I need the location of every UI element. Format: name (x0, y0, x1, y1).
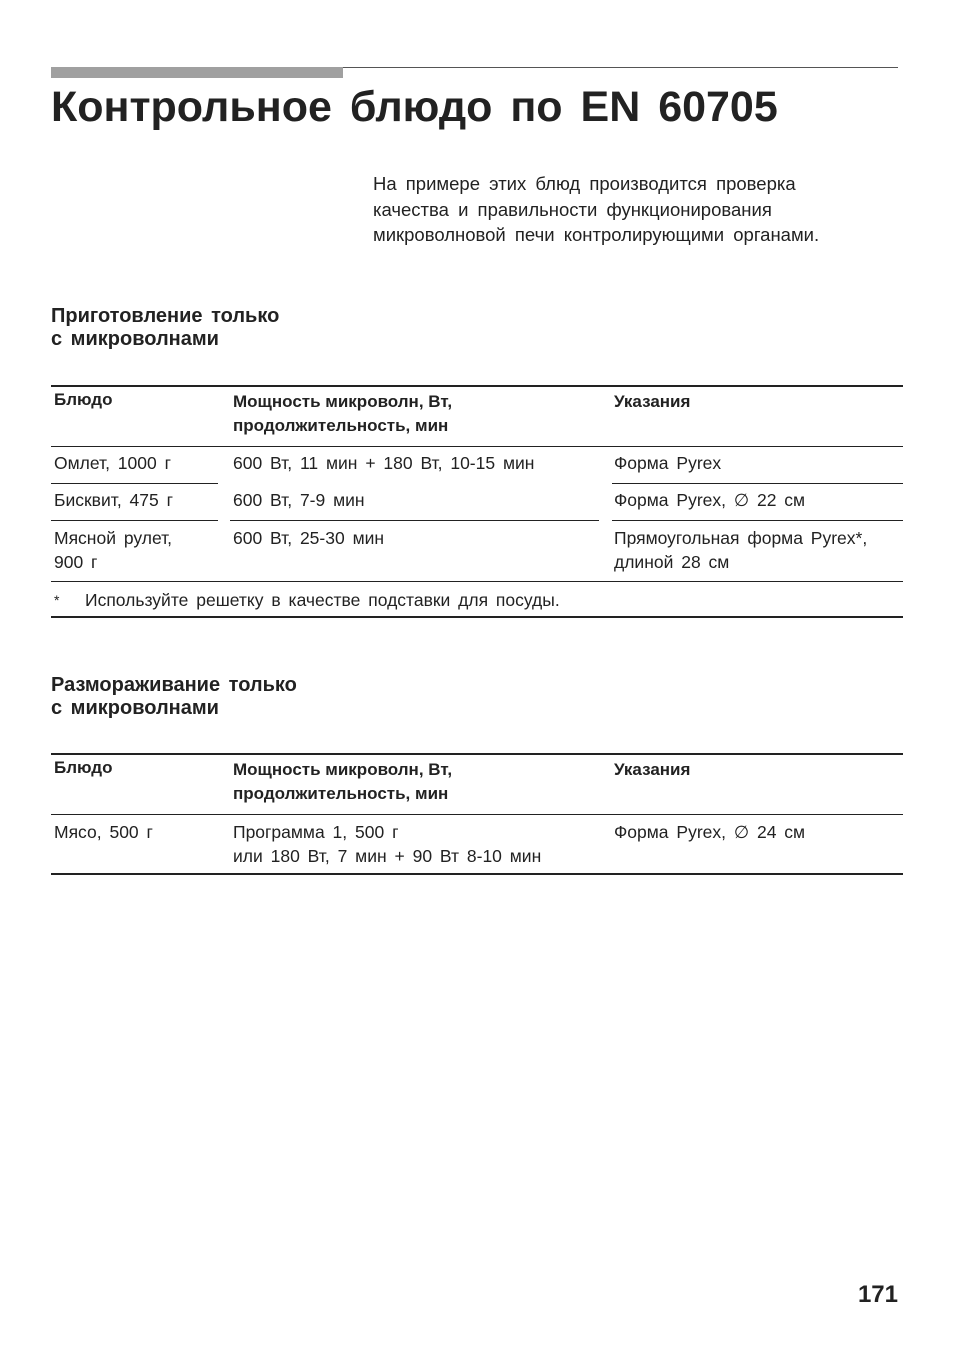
header-line: продолжительность, мин (233, 784, 449, 803)
cell-line: Форма Pyrex, ∅ 22 см (614, 490, 806, 510)
cell-line: или 180 Вт, 7 мин + 90 Вт 8-10 мин (233, 846, 542, 866)
intro-paragraph (373, 171, 903, 248)
table-bottom-rule (51, 616, 903, 618)
table-cell-notes (614, 488, 805, 512)
cell-line: длиной 28 см (614, 552, 730, 572)
row-rule (51, 483, 218, 484)
header-rule (51, 814, 903, 815)
table-top-rule (51, 753, 903, 755)
column-header-power (233, 390, 452, 438)
column-header-notes: Указания (614, 760, 691, 779)
column-header-power (233, 758, 452, 806)
table-cell-power (233, 526, 384, 550)
row-rule (612, 483, 903, 484)
header-line: продолжительность, мин (233, 416, 449, 435)
column-header-notes: Указания (614, 392, 691, 411)
table-cell-notes (614, 451, 721, 475)
column-header-dish: Блюдо (54, 390, 113, 409)
table-footnote: Используйте решетку в качестве подставки для посуды. (85, 590, 560, 610)
header-rule (343, 67, 898, 68)
defrost-section-heading (51, 674, 297, 720)
heading-line: с микроволнами (51, 697, 219, 719)
defrost-table (51, 753, 903, 878)
cell-line: Мясо, 500 г (54, 822, 153, 842)
header-line: Мощность микроволн, Вт, (233, 392, 453, 411)
cooking-table (51, 385, 903, 620)
cell-line: 600 Вт, 11 мин + 180 Вт, 10-15 мин (233, 453, 535, 473)
table-cell-dish (54, 451, 171, 475)
intro-line: микроволновой печи контролирующими органами. (373, 224, 820, 245)
cell-line: 600 Вт, 7-9 мин (233, 490, 365, 510)
table-cell-dish (54, 526, 172, 574)
row-rule (51, 581, 903, 582)
table-cell-dish (54, 488, 173, 512)
intro-line: качества и правильности функционирования (373, 198, 772, 220)
table-cell-notes (614, 526, 867, 574)
heading-line: Размораживание только (51, 674, 297, 696)
cell-line: Программа 1, 500 г (233, 822, 399, 842)
header-line: Мощность микроволн, Вт, (233, 760, 453, 779)
heading-line: Приготовление только (51, 305, 280, 327)
table-top-rule (51, 385, 903, 387)
footnote-marker: * (54, 592, 60, 608)
table-cell-power (233, 488, 365, 512)
cell-line: Прямоугольная форма Pyrex*, (614, 528, 868, 548)
cell-line: Форма Pyrex (614, 453, 722, 473)
table-bottom-rule (51, 873, 903, 875)
column-header-dish: Блюдо (54, 758, 113, 777)
header-rule (51, 446, 903, 447)
intro-line: На примере этих блюд производится проверка (373, 173, 796, 194)
row-rule (51, 520, 218, 521)
cell-line: Форма Pyrex, ∅ 24 см (614, 822, 806, 842)
heading-line: с микроволнами (51, 328, 219, 350)
table-cell-power (233, 451, 534, 475)
table-cell-power (233, 820, 541, 868)
cooking-section-heading (51, 305, 279, 351)
cell-line: Бисквит, 475 г (54, 490, 173, 510)
page-title: Контрольное блюдо по EN 60705 (51, 83, 778, 131)
table-cell-notes (614, 820, 805, 844)
cell-line: Мясной рулет, (54, 528, 173, 548)
row-rule (230, 520, 599, 521)
row-rule (612, 520, 903, 521)
cell-line: Омлет, 1000 г (54, 453, 171, 473)
table-cell-dish (54, 820, 153, 844)
cell-line: 900 г (54, 552, 98, 572)
page-number: 171 (857, 1281, 898, 1308)
header-accent-bar (51, 67, 343, 78)
cell-line: 600 Вт, 25-30 мин (233, 528, 385, 548)
